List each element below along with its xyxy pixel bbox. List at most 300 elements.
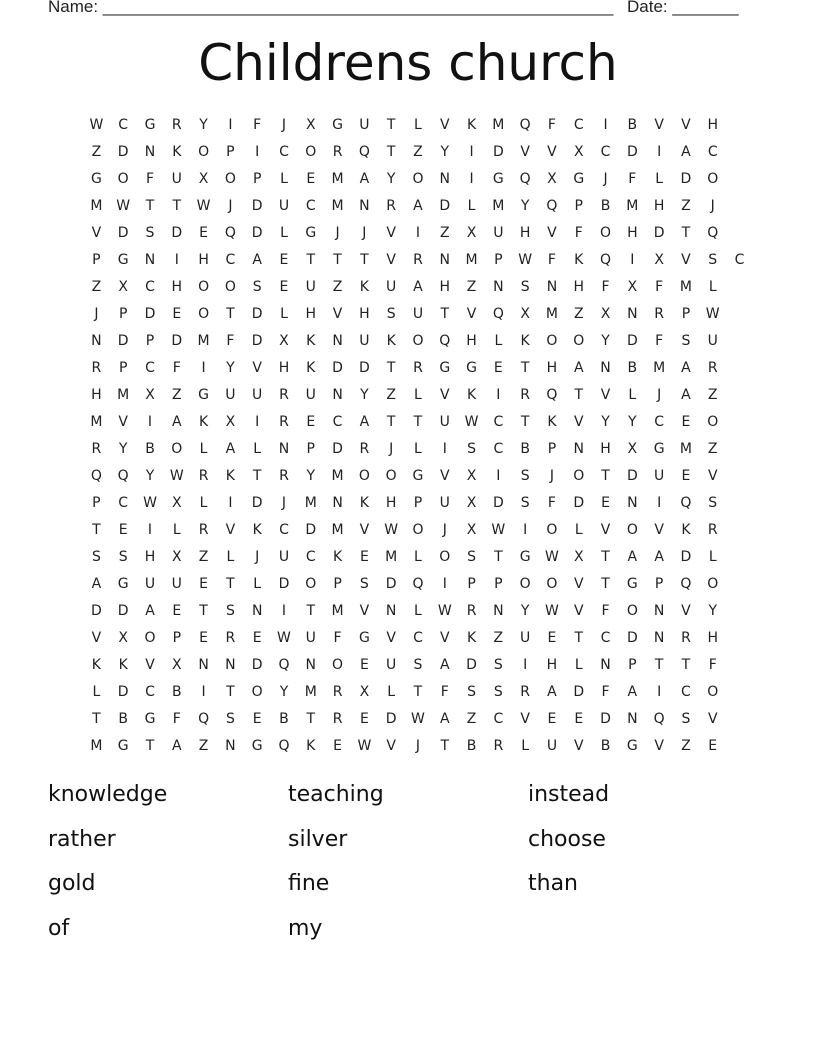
grid-letter: X [573, 144, 584, 160]
grid-letter: O [439, 549, 451, 565]
grid-letter: R [707, 522, 718, 538]
grid-letter: A [681, 387, 691, 403]
grid-letter: S [359, 576, 369, 592]
grid-letter: I [442, 576, 447, 592]
grid-letter: I [228, 495, 233, 511]
grid-spacer [726, 301, 753, 328]
grid-letter: C [734, 252, 745, 268]
grid-letter: O [117, 171, 129, 187]
grid-letter: E [359, 657, 369, 673]
grid-letter: N [305, 657, 317, 673]
grid-letter: T [199, 603, 208, 619]
grid-letter: Z [171, 387, 182, 403]
grid-letter: J [335, 225, 340, 241]
grid-letter: N [198, 657, 209, 673]
grid-letter: V [332, 306, 343, 322]
grid-letter: W [705, 306, 720, 322]
grid-letter: A [627, 684, 638, 700]
grid-letter: D [600, 711, 611, 727]
grid-letter: E [547, 711, 557, 727]
grid-letter: R [359, 441, 370, 457]
grid-letter: S [225, 603, 235, 619]
grid-letter: T [520, 360, 530, 376]
grid-letter: D [653, 225, 665, 241]
grid-letter: N [332, 387, 343, 403]
grid-letter: O [385, 468, 397, 484]
grid-letter: M [197, 333, 210, 349]
grid-letter: R [91, 360, 102, 376]
grid-letter: S [467, 684, 476, 700]
grid-letter: R [225, 630, 236, 646]
grid-letter: Z [386, 387, 396, 403]
grid-letter: K [466, 630, 477, 646]
grid-letter: J [281, 495, 287, 511]
grid-letter: D [385, 711, 397, 727]
grid-letter: O [332, 657, 344, 673]
grid-letter: J [255, 549, 260, 565]
grid-letter: F [172, 711, 181, 727]
word-bank-item: instead [528, 782, 610, 807]
grid-letter: Y [708, 603, 717, 619]
grid-letter: G [492, 171, 504, 187]
grid-letter: P [547, 441, 557, 457]
grid-letter: P [92, 495, 101, 511]
word-bank-item: fine [288, 871, 330, 896]
grid-letter: C [413, 630, 423, 646]
grid-letter: U [305, 630, 316, 646]
grid-letter: O [224, 279, 236, 295]
grid-letter: L [414, 603, 422, 619]
grid-letter: G [117, 738, 129, 754]
grid-letter: P [118, 306, 128, 322]
grid-letter: B [520, 441, 530, 457]
grid-letter: N [385, 603, 397, 619]
grid-letter: V [359, 522, 370, 538]
grid-letter: Z [332, 279, 343, 295]
grid-spacer [726, 436, 753, 463]
grid-letter: G [626, 738, 638, 754]
grid-letter: B [627, 117, 638, 133]
grid-letter: R [279, 468, 289, 484]
grid-letter: E [547, 630, 557, 646]
grid-letter: E [681, 414, 691, 430]
grid-letter: U [386, 657, 397, 673]
grid-letter: J [228, 198, 233, 214]
grid-letter: D [626, 468, 638, 484]
grid-letter: W [518, 252, 533, 268]
grid-letter: T [306, 252, 316, 268]
word-bank [48, 778, 768, 956]
grid-letter: B [600, 198, 611, 214]
grid-letter: V [573, 576, 584, 592]
grid-letter: K [91, 657, 101, 673]
grid-letter: U [493, 225, 504, 241]
grid-letter: G [198, 387, 210, 403]
word-bank-item: choose [528, 826, 606, 852]
grid-letter: L [92, 684, 101, 700]
grid-letter: N [439, 252, 450, 268]
grid-letter: P [306, 441, 315, 457]
grid-letter: Z [493, 630, 504, 646]
grid-letter: D [305, 522, 317, 538]
grid-letter: S [91, 549, 101, 565]
grid-letter: F [333, 630, 342, 646]
grid-letter: G [653, 441, 665, 457]
grid-letter: G [332, 117, 343, 133]
grid-letter: D [117, 144, 129, 160]
grid-letter: R [198, 468, 209, 484]
grid-letter: A [439, 657, 450, 673]
grid-letter: W [437, 603, 452, 619]
grid-letter: X [171, 549, 182, 565]
grid-letter: G [305, 225, 317, 241]
grid-letter: K [172, 144, 182, 160]
grid-letter: T [574, 630, 584, 646]
grid-letter: T [681, 657, 691, 673]
grid-letter: O [198, 279, 210, 295]
grid-letter: I [657, 144, 662, 160]
grid-letter: T [601, 576, 610, 592]
grid-letter: V [573, 603, 584, 619]
grid-letter: M [331, 468, 344, 484]
grid-letter: Y [118, 441, 128, 457]
grid-letter: Y [386, 171, 396, 187]
grid-letter: E [199, 225, 209, 241]
grid-letter: D [91, 603, 102, 619]
grid-letter: T [145, 738, 155, 754]
grid-letter: Z [466, 711, 477, 727]
grid-letter: O [412, 522, 424, 538]
grid-letter: N [493, 603, 504, 619]
grid-letter: Q [278, 657, 290, 673]
grid-letter: C [573, 117, 584, 133]
grid-letter: X [627, 441, 638, 457]
grid-letter: R [386, 198, 397, 214]
grid-spacer [726, 652, 753, 679]
grid-letter: K [306, 738, 316, 754]
grid-letter: K [118, 657, 128, 673]
grid-letter: E [359, 711, 369, 727]
grid-letter: M [653, 360, 666, 376]
grid-letter: H [546, 360, 558, 376]
grid-letter: O [198, 306, 210, 322]
grid-letter: L [253, 576, 262, 592]
grid-letter: X [279, 333, 289, 349]
grid-letter: E [681, 468, 691, 484]
grid-letter: Z [198, 549, 209, 565]
grid-letter: C [145, 360, 155, 376]
grid-letter: N [627, 306, 638, 322]
grid-letter: U [439, 414, 450, 430]
grid-letter: Y [145, 468, 155, 484]
grid-letter: Y [199, 117, 208, 133]
grid-letter: J [442, 522, 447, 538]
grid-letter: X [305, 117, 316, 133]
grid-letter: E [306, 414, 316, 430]
grid-letter: U [305, 387, 316, 403]
grid-letter: D [626, 144, 638, 160]
grid-letter: E [199, 576, 209, 592]
grid-letter: U [386, 279, 397, 295]
grid-letter: B [171, 684, 182, 700]
grid-letter: N [144, 252, 156, 268]
grid-letter: T [601, 468, 610, 484]
grid-letter: X [466, 522, 477, 538]
grid-letter: W [116, 198, 131, 214]
grid-letter: T [226, 306, 235, 322]
grid-letter: E [199, 630, 209, 646]
grid-letter: M [626, 198, 639, 214]
grid-letter: O [707, 414, 719, 430]
grid-letter: T [520, 414, 530, 430]
grid-letter: B [627, 360, 638, 376]
grid-letter: V [466, 306, 477, 322]
grid-letter: G [519, 549, 531, 565]
grid-letter: Y [628, 414, 637, 430]
grid-letter: K [306, 360, 316, 376]
grid-letter: M [679, 441, 692, 457]
grid-letter: Y [306, 468, 316, 484]
grid-letter: C [600, 630, 611, 646]
grid-letter: F [547, 495, 556, 511]
grid-letter: N [225, 738, 236, 754]
grid-letter: D [680, 549, 692, 565]
grid-letter: K [466, 117, 477, 133]
grid-letter: Q [600, 252, 612, 268]
grid-letter: V [439, 468, 450, 484]
grid-letter: V [654, 738, 664, 754]
grid-letter: Q [90, 468, 102, 484]
grid-letter: K [386, 333, 396, 349]
grid-letter: D [251, 495, 263, 511]
grid-letter: R [707, 360, 718, 376]
grid-letter: A [681, 360, 691, 376]
grid-letter: A [91, 576, 102, 592]
grid-letter: X [654, 252, 664, 268]
grid-letter: D [171, 333, 183, 349]
grid-letter: M [331, 198, 344, 214]
grid-spacer [726, 382, 753, 409]
grid-letter: D [573, 684, 585, 700]
grid-letter: P [172, 630, 182, 646]
grid-letter: P [467, 576, 476, 592]
grid-letter: T [574, 387, 584, 403]
grid-letter: D [117, 225, 129, 241]
grid-letter: G [412, 468, 424, 484]
grid-letter: T [413, 414, 423, 430]
grid-spacer [726, 679, 753, 706]
grid-letter: M [385, 549, 398, 565]
grid-letter: R [279, 387, 289, 403]
grid-letter: O [305, 576, 317, 592]
grid-letter: V [600, 387, 611, 403]
grid-letter: V [654, 522, 664, 538]
grid-letter: U [252, 387, 263, 403]
grid-letter: F [655, 333, 664, 349]
grid-letter: E [279, 279, 289, 295]
grid-letter: Q [519, 117, 531, 133]
grid-letter: W [277, 630, 291, 646]
grid-letter: L [387, 684, 396, 700]
grid-letter: Z [707, 387, 718, 403]
grid-letter: U [412, 306, 424, 322]
grid-letter: D [251, 198, 263, 214]
grid-letter: I [442, 441, 447, 457]
grid-letter: K [198, 414, 209, 430]
grid-letter: L [172, 522, 181, 538]
grid-letter: Q [519, 171, 531, 187]
grid-letter: L [494, 333, 503, 349]
name-field-label: Name: ______________________________________________________ [48, 0, 614, 16]
grid-letter: G [144, 711, 156, 727]
grid-letter: D [626, 630, 638, 646]
grid-letter: I [630, 252, 635, 268]
grid-spacer [726, 112, 753, 139]
grid-letter: F [253, 117, 262, 133]
grid-letter: H [546, 657, 558, 673]
grid-letter: D [144, 306, 156, 322]
grid-letter: Y [440, 144, 450, 160]
grid-letter: Q [412, 576, 424, 592]
grid-letter: D [117, 684, 129, 700]
grid-letter: F [547, 252, 556, 268]
grid-letter: M [679, 279, 692, 295]
grid-letter: P [92, 252, 101, 268]
grid-letter: T [226, 576, 235, 592]
grid-letter: G [117, 576, 129, 592]
grid-letter: H [707, 630, 718, 646]
grid-letter: Q [278, 738, 290, 754]
grid-letter: I [255, 414, 260, 430]
grid-letter: I [469, 171, 474, 187]
grid-letter: V [145, 657, 155, 673]
grid-letter: Y [601, 414, 610, 430]
word-bank-item: knowledge [48, 782, 168, 807]
grid-letter: J [415, 738, 421, 754]
grid-letter: D [117, 333, 129, 349]
grid-letter: U [225, 387, 236, 403]
grid-letter: P [226, 144, 235, 160]
grid-letter: O [224, 171, 236, 187]
grid-letter: D [251, 657, 263, 673]
grid-letter: E [601, 495, 610, 511]
grid-letter: K [466, 387, 477, 403]
grid-letter: L [574, 657, 583, 673]
grid-spacer [726, 409, 753, 436]
grid-letter: I [496, 387, 501, 403]
grid-letter: C [493, 441, 504, 457]
grid-letter: U [278, 549, 290, 565]
grid-letter: O [198, 144, 210, 160]
grid-letter: W [357, 738, 372, 754]
grid-letter: N [573, 441, 584, 457]
grid-letter: S [386, 306, 396, 322]
grid-letter: S [493, 657, 503, 673]
grid-letter: D [573, 495, 585, 511]
grid-letter: N [225, 657, 236, 673]
grid-letter: G [117, 252, 129, 268]
grid-letter: W [464, 414, 479, 430]
grid-letter: L [574, 522, 583, 538]
grid-letter: I [255, 144, 260, 160]
grid-letter: M [90, 738, 103, 754]
grid-letter: F [574, 225, 583, 241]
grid-letter: E [359, 549, 369, 565]
grid-spacer [726, 625, 753, 652]
grid-letter: X [198, 171, 209, 187]
grid-letter: H [600, 441, 611, 457]
grid-letter: K [547, 414, 557, 430]
grid-letter: K [306, 333, 316, 349]
grid-letter: D [358, 360, 370, 376]
grid-letter: Q [546, 198, 558, 214]
grid-letter: O [251, 684, 263, 700]
grid-letter: N [627, 711, 638, 727]
grid-letter: V [386, 252, 396, 268]
grid-letter: R [493, 738, 504, 754]
grid-letter: F [547, 117, 556, 133]
grid-letter: N [653, 630, 665, 646]
grid-letter: G [90, 171, 102, 187]
grid-letter: G [573, 171, 585, 187]
grid-letter: V [439, 387, 450, 403]
grid-letter: A [627, 549, 638, 565]
grid-letter: O [171, 441, 183, 457]
grid-letter: R [91, 441, 102, 457]
grid-letter: L [414, 549, 422, 565]
grid-letter: Y [226, 360, 235, 376]
grid-letter: L [199, 441, 208, 457]
grid-letter: X [118, 630, 128, 646]
grid-letter: N [359, 198, 370, 214]
grid-letter: I [147, 522, 153, 538]
grid-letter: T [654, 657, 664, 673]
grid-letter: R [332, 684, 343, 700]
grid-spacer [726, 328, 753, 355]
grid-letter: I [523, 522, 528, 538]
grid-letter: R [466, 603, 477, 619]
grid-letter: A [413, 198, 423, 214]
grid-letter: M [90, 198, 103, 214]
grid-letter: S [708, 252, 718, 268]
grid-letter: N [278, 441, 290, 457]
grid-letter: R [198, 522, 209, 538]
grid-letter: O [707, 684, 719, 700]
grid-letter: C [493, 414, 504, 430]
grid-letter: F [655, 279, 664, 295]
grid-letter: T [386, 360, 396, 376]
grid-letter: X [171, 495, 182, 511]
grid-letter: C [145, 279, 155, 295]
grid-letter: H [519, 225, 531, 241]
grid-letter: T [252, 468, 262, 484]
grid-letter: H [278, 360, 290, 376]
grid-letter: J [389, 441, 394, 457]
grid-letter: Z [439, 225, 450, 241]
grid-letter: S [681, 333, 691, 349]
grid-letter: V [707, 711, 718, 727]
grid-letter: C [279, 144, 289, 160]
grid-letter: T [360, 252, 369, 268]
grid-letter: D [626, 333, 638, 349]
grid-spacer [726, 166, 753, 193]
grid-letter: D [492, 495, 504, 511]
grid-letter: I [496, 468, 501, 484]
grid-letter: V [547, 225, 557, 241]
grid-letter: R [332, 711, 343, 727]
grid-letter: I [469, 144, 474, 160]
grid-letter: K [359, 279, 369, 295]
